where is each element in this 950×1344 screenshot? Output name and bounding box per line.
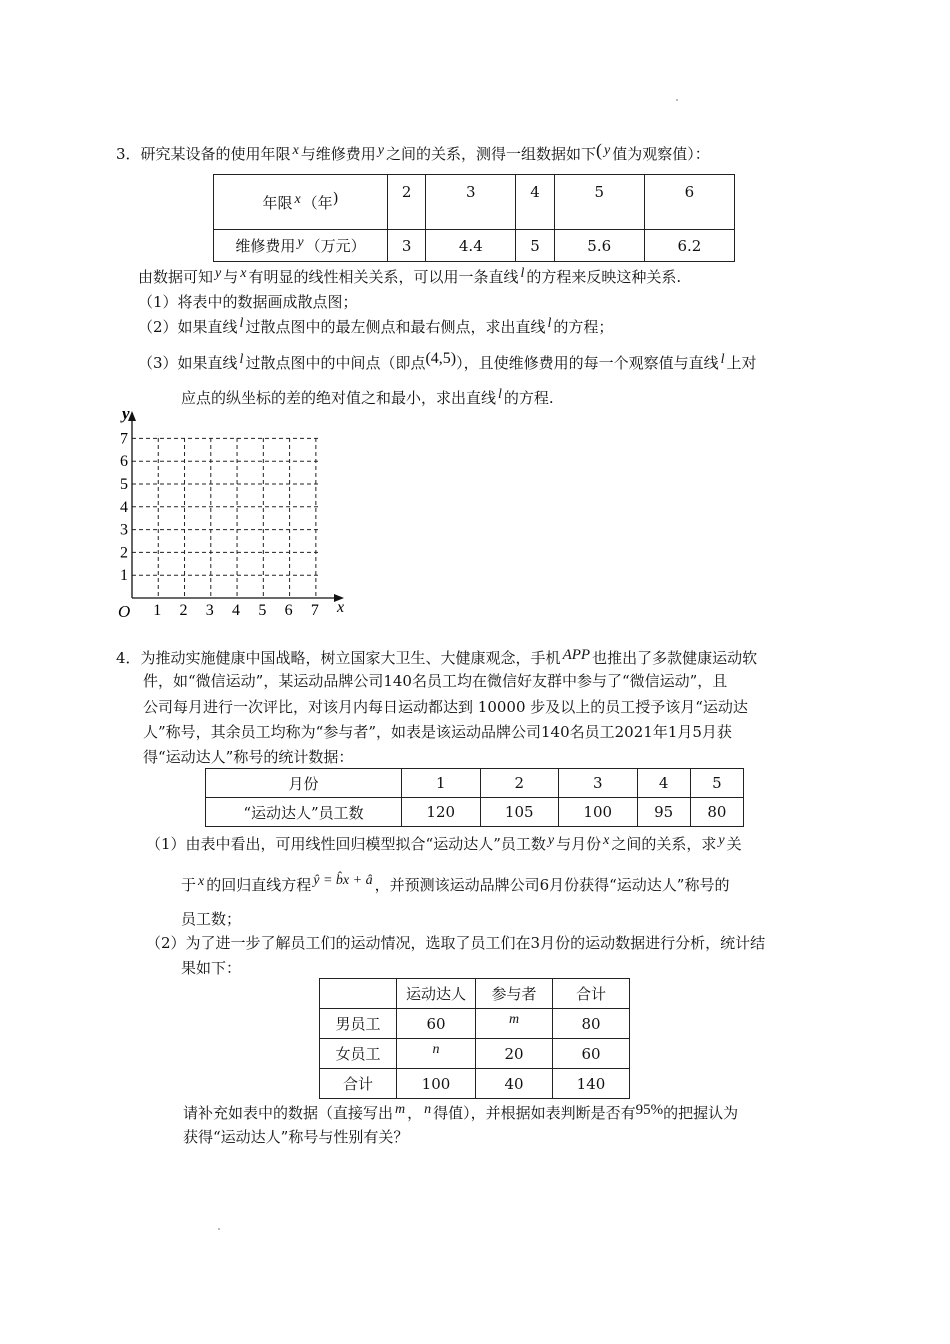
table-cell: 3	[559, 769, 638, 798]
table-cell: 1	[402, 769, 481, 798]
table-header-cell	[320, 979, 397, 1009]
x-tick-label: 5	[258, 602, 267, 619]
scan-speck	[218, 1228, 220, 1230]
table-cell: 6.2	[644, 230, 734, 262]
origin-label: O	[118, 602, 131, 621]
table-cell: 60	[553, 1039, 630, 1069]
table-header-cell: 月份	[206, 769, 402, 798]
q3-data-table	[213, 174, 735, 262]
table-cell: 2	[480, 769, 559, 798]
x-tick-label: 1	[153, 602, 162, 619]
table-header-cell: 运动达人	[397, 979, 476, 1009]
table-cell: 60	[397, 1009, 476, 1039]
table-cell: 80	[690, 798, 743, 827]
table-cell: 4	[516, 175, 554, 230]
table-cell: 120	[402, 798, 481, 827]
table-cell: 5.6	[554, 230, 644, 262]
x-tick-label: 2	[179, 602, 188, 619]
x-tick-label: 4	[232, 602, 241, 619]
q4-sub1-line2: 于 x 的回归直线方程 ŷ = b̂x + â ，并预测该运动品牌公司6月份获得“运动达人”称号的	[181, 873, 730, 894]
table-cell: 4.4	[426, 230, 516, 262]
table-header-cell: 合计	[553, 979, 630, 1009]
y-tick-label: 1	[120, 567, 128, 585]
q4-sub1-line1: （1）由表中看出，可用线性回归模型拟合“运动达人”员工数 y 与月份 x 之间的关系，求 y 关	[146, 833, 742, 853]
table-cell: 3	[388, 230, 426, 262]
table-cell: 105	[480, 798, 559, 827]
q3-part1: （1）将表中的数据画成散点图；	[138, 293, 358, 311]
q4-monthly-table	[205, 768, 744, 827]
table-cell: 5	[554, 175, 644, 230]
table-header-cell: 参与者	[476, 979, 553, 1009]
y-tick-label: 3	[120, 521, 128, 539]
table-cell: 6	[644, 175, 734, 230]
q3-part3-cont: 应点的纵坐标的差的绝对值之和最小，求出直线 l 的方程.	[181, 387, 554, 407]
x-tick-label: 7	[310, 602, 319, 619]
y-tick-label: 4	[120, 498, 128, 516]
q4-sub2-line3: 请补充如表中的数据（直接写出 m ， n 得值），并根据如表判断是否有95%的把握认为	[183, 1102, 739, 1122]
table-header-cell: 年限 x （年)	[214, 175, 388, 230]
table-row-label: 男员工	[320, 1009, 397, 1039]
q4-number: 4．	[116, 649, 141, 667]
q3-intro: 由数据可知 y 与 x 有明显的线性相关关系，可以用一条直线 l 的方程来反映这种关系.	[138, 266, 682, 286]
q3-part2: （2）如果直线 l 过散点图中的最左侧点和最右侧点，求出直线 l 的方程；	[138, 316, 614, 336]
table-cell: 3	[426, 175, 516, 230]
y-axis-label: y	[122, 405, 130, 423]
table-cell: 5	[516, 230, 554, 262]
table-cell: 2	[388, 175, 426, 230]
table-cell: 140	[553, 1069, 630, 1099]
q4-stem-line3: 公司每月进行一次评比，对该月内每日运动都达到 10000 步及以上的员工授予该月“运动达	[143, 698, 748, 716]
table-cell: m	[476, 1009, 553, 1039]
q4-stem-line5: 得“运动达人”称号的统计数据：	[143, 748, 354, 766]
y-tick-label: 6	[120, 453, 128, 471]
table-cell: 80	[553, 1009, 630, 1039]
x-tick-label: 3	[205, 602, 214, 619]
y-tick-label: 5	[120, 476, 128, 493]
table-cell: 40	[476, 1069, 553, 1099]
table-cell: n	[397, 1039, 476, 1069]
scatter-grid	[110, 405, 355, 623]
q4-stem-line1: 4．为推动实施健康中国战略，树立国家大卫生、大健康观念，手机 APP 也推出了多款健康运动软	[116, 647, 758, 667]
table-row-label: 女员工	[320, 1039, 397, 1069]
table-cell: 20	[476, 1039, 553, 1069]
q4-sub2-line4: 获得“运动达人”称号与性别有关？	[183, 1128, 409, 1146]
q4-stem-line4: 人”称号，其余员工均称为“参与者”，如表是该运动品牌公司140名员工2021年1月5月获	[143, 723, 732, 741]
table-header-cell: 维修费用 y （万元）	[214, 230, 388, 262]
table-cell: 4	[637, 769, 690, 798]
y-tick-label: 7	[120, 430, 128, 448]
q4-sub1-line3: 员工数；	[181, 910, 242, 928]
q4-sub2-line1: （2）为了进一步了解员工们的运动情况，选取了员工们在3月份的运动数据进行分析，统计结	[146, 934, 766, 952]
q4-stem-line2: 件，如“微信运动”，某运动品牌公司140名员工均在微信好友群中参与了“微信运动”，且	[143, 672, 728, 690]
table-row-label: 合计	[320, 1069, 397, 1099]
q3-part3: （3）如果直线 l 过散点图中的中间点（即点(4,5)），且使维修费用的每一个观察值与直线 l 上对	[138, 350, 757, 372]
table-cell: 100	[559, 798, 638, 827]
q3-number: 3．	[116, 145, 141, 163]
scan-speck	[676, 99, 678, 101]
table-cell: 95	[637, 798, 690, 827]
q3-stem: 3．研究某设备的使用年限 x 与维修费用 y 之间的关系，测得一组数据如下( y 值为观察值）：	[116, 140, 710, 163]
table-cell: 100	[397, 1069, 476, 1099]
q4-sub2-line2: 果如下：	[181, 959, 242, 977]
table-header-cell: “运动达人”员工数	[206, 798, 402, 827]
q4-contingency-table	[319, 978, 630, 1099]
y-tick-label: 2	[120, 544, 128, 562]
x-tick-label: 6	[284, 602, 293, 619]
table-cell: 5	[690, 769, 743, 798]
x-axis-label: x	[337, 599, 345, 616]
grid-lines	[132, 438, 318, 598]
regression-equation: ŷ = b̂x + â	[313, 873, 373, 888]
